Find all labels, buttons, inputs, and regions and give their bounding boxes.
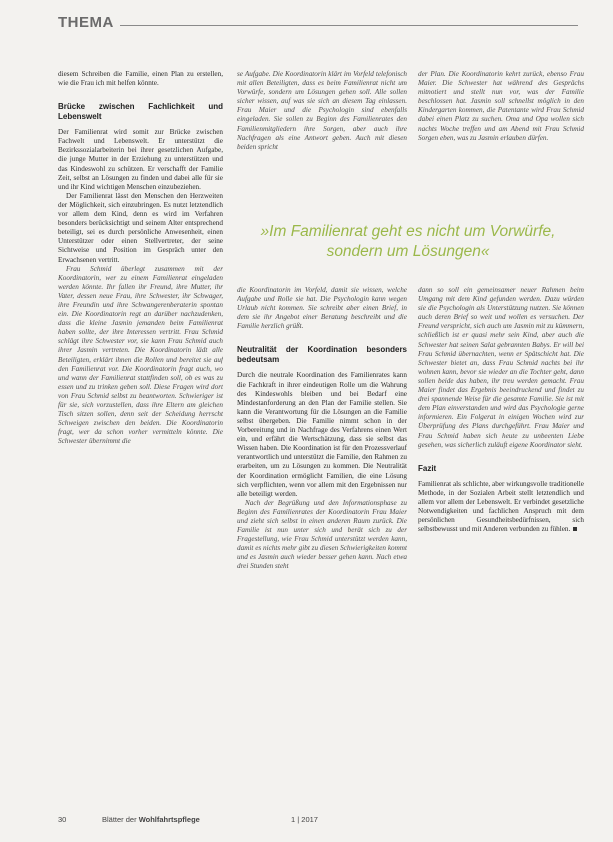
- col1-heading: Brücke zwischen Fachlichkeit und Lebenswelt: [58, 102, 223, 122]
- col2-heading: Neutralität der Koordination besonders bedeutsam: [237, 345, 407, 365]
- col1-top-text: diesem Schreiben die Familie, einen Plan zu erstellen, wie die Frau ich mit helfen könnte.: [58, 70, 223, 88]
- col2-top-text: se Aufgabe. Die Koordinatorin klärt im Vorfeld telefonisch mit allen Beteiligten, dass es beim Familienrat nicht um Vorwürfe, sondern um Lösungen gehen soll. Alle sollen sicher wissen, auf was sie sich an diesem Tag einlassen. Frau Maier und die Psychologin sind ebenfalls eingeladen. Sie sollen zu Beginn des Familienrates den Familienmitgliedern ihre Sorgen, aber auch ihre Nachfragen als eine Antwort geben. Auch mit diesen beiden spricht: [237, 70, 407, 151]
- col3-mid-text: dann so soll ein gemeinsamer neuer Rahmen beim Umgang mit dem Kind gefunden werden. Dazu würden sie die Psychologin als Unterstützung nutzen. Sie können auch deren Brief so weit und wollen es versuchen. Der Freund verspricht, sich auch um Jasmin mit zu kümmern, schließlich ist er quasi mehr sein Kind, aber auch die Schwester hat seinen Salat gebrannten Babys. Er will bei Frau Schmid übernachten, wenn er Spätschicht hat. Die Schwester bietet an, dass Frau Schmid nachts bei ihr wohnen kann, bevor sie wieder an die Tochter geht, dann sollen beide das haben, ihr treu werden gemacht. Frau Maier findet das Ergebnis beeindruckend und findet zu drei spannende Weise für die gesamte Familie. Sie ist mit dem Plan einverstanden und wird das Psychologie gerne informieren. Ein Folgerat in einigen Wochen wird zur Überprüfung des Plans durchgeführt. Frau Maier und Frau Schmid haben sich heute zu unbeenten Liebe gesehen, was sicherlich zuläuft eigene Koordinator sieht.: [418, 286, 584, 449]
- end-of-article-mark: [573, 527, 577, 531]
- column-2-bottom: [237, 286, 407, 808]
- column-2-top: [237, 70, 407, 200]
- col2-paragraph-2: Nach der Begrüßung und den Informationsphase zu Beginn des Familienrates der Koordinatorin Frau Maier und zieht sich selbst in einen anderen Raum zurück. Die Familie ist nun unter sich und berät sich zu der Fragestellung, wie Frau Schmid unterstützt werden kann, damit es nichts mehr gibt zu diesen Schwierigkeiten kommt und es Jasmin auch wieder besser gehen kann. Nach etwa drei Stunden steht: [237, 498, 407, 571]
- col1-paragraph-2: Der Familienrat lässt den Menschen den Herzweiten der Möglichkeit, sich einzubringen. Es nutzt letztendlich vor allem dem Kind, denn es wird im Verfahren besonders berücksichtigt und seinem Alter entsprechend beteiligt, sei es durch persönliche Anwesenheit, einen Unterstützer oder einen Stellvertreter, der seine Sichtweise und Position im Gespräch unter den Erwachsenen vertritt.: [58, 191, 223, 264]
- col2-mid-text: die Koordinatorin im Vorfeld, damit sie wissen, welche Aufgabe und Rolle sie hat. Die Psychologin kann wegen Urlaub nicht kommen. Sie schreibt aber einen Brief, in dem sie ihr Angebot einer Beratung beschreibt und die Familie herzlich grüßt.: [237, 286, 407, 331]
- section-title: THEMA: [58, 14, 114, 31]
- col1-paragraph-1: Der Familienrat wird somit zur Brücke zwischen Fachwelt und Lebenswelt. Er unterstützt die Bezirkssozialarbeiterin bei ihrer gesetzlichen Aufgabe, die junge Mutter in der Erziehung zu unterstützen und das Kindeswohl zu schützen. Er verschafft der Familie Zeit, selbst an Lösungen zu finden und dabei alle für sie und ihr Kind wichtigen Menschen einzubeziehen.: [58, 128, 223, 191]
- col3-top-text: der Plan. Die Koordinatorin kehrt zurück, ebenso Frau Maier. Die Schwester hat während des Gesprächs mitnotiert und stellt nun vor, was der Familie beschlossen hat. Jasmin soll schnellst möglich in den Kindergarten kommen, die Patentante wird Frau Schmid dabei einen Platz zu suchen. Oma und Opa wollen sich nachts Woche treffen und am Abend mit Frau Schmid Sorgen eben, was zu Jasmin erlauben dürfen.: [418, 70, 584, 142]
- issue-number: 1 | 2017: [291, 815, 318, 824]
- col3-heading: Fazit: [418, 463, 437, 473]
- magazine-name-bold: Wohlfahrtspflege: [138, 815, 200, 824]
- page-header: [58, 14, 578, 34]
- col3-paragraph-1: [418, 480, 584, 535]
- column-3-top: [418, 70, 584, 200]
- col1-paragraph-3: Frau Schmid überlegt zusammen mit der Koordinatorin, wer zu einem Familienrat eingeladen werden könnte. Ihr fallen ihr Freund, ihre Mutter, ihr Vater, dessen neue Frau, ihre Schwester, ihr Schwager, ihre Freundin und ihre Schwangerenberaterin spontan ein. Die Koordinatorin regt an darüber nachzudenken, dass die kleine Jasmin jemanden beim Familienrat haben sollte, der ihre Interessen vertritt. Frau Schmid schlägt ihre Schwester vor, sie kann Frau Schmid auch ihrer Jasmin vertreten. Die Koordinatorin lädt alle Beteiligten, erklärt ihnen die Rollen und bereitet sie auf den Familienrat vor. Die Koordinatorin fragt auch, wo und wann der Familienrat stattfinden soll, ob es was zu essen und zu trinken geben soll. Diese Fragen wird dort von Frau Schmid selbst zu beantworten. Schwieriger ist für sie, sich vorzustellen, dass ihre Eltern am gleichen Tisch sitzen sollen, denn seit der Scheidung herrscht Schweigen zwischen den beiden. Die Koordinatorin fragt, wer da schon vorher vermitteln könnte. Die Schwester übernimmt die: [58, 264, 223, 446]
- col2-paragraph-1: Durch die neutrale Koordination des Familienrates kann die Fachkraft in ihrer eindeutigen Rolle um die Wahrung des Kindeswohls bleiben und bei Bedarf eine Mindestanforderung an den Plan der Familie stellen. Sie kann die Verantwortung für die Lösungen an die Familie selbst übergeben. Die Familie nimmt schon in der Vorbereitung und in Nachfrage des Verfahrens einen Wert ein, und erfährt die Wertschätzung, dass sie selbst das Wissen haben. Die Koordination ist für den Prozessverlauf verantwortlich und unterstützt die Familie, den Rahmen zu erarbeiten, um zu Lösungen zu kommen. Die Neutralität der Koordination ermöglicht Familien, die eine Lösung sich verpflichten, wenn vor allem mit den Ergebnissen nur alle beteiligt werden.: [237, 371, 407, 498]
- pull-quote: »Im Familienrat geht es nicht um Vorwürfe, sondern um Lösungen«: [260, 223, 556, 260]
- magazine-name: [102, 815, 200, 824]
- page-footer: [58, 815, 578, 829]
- column-3-bottom: [418, 286, 584, 808]
- page-number: 30: [58, 815, 67, 824]
- col3-paragraph-1-text: Familienrat als schlichte, aber wirkungsvolle traditionelle Methode, in der Sozialen Arbeit stellt letztendlich und allem vor allem der Lebenswelt. Er verbindet gesetzliche Notwendigkeiten und fachlichen Anspruch mit dem persönlichen Gesundheitsbedürfnissen, sich selbstbewusst und mit Anderen verbunden zu fühlen.: [418, 479, 584, 534]
- header-rule: [120, 25, 578, 26]
- column-1: [58, 70, 223, 808]
- magazine-name-prefix: Blätter der: [102, 815, 137, 824]
